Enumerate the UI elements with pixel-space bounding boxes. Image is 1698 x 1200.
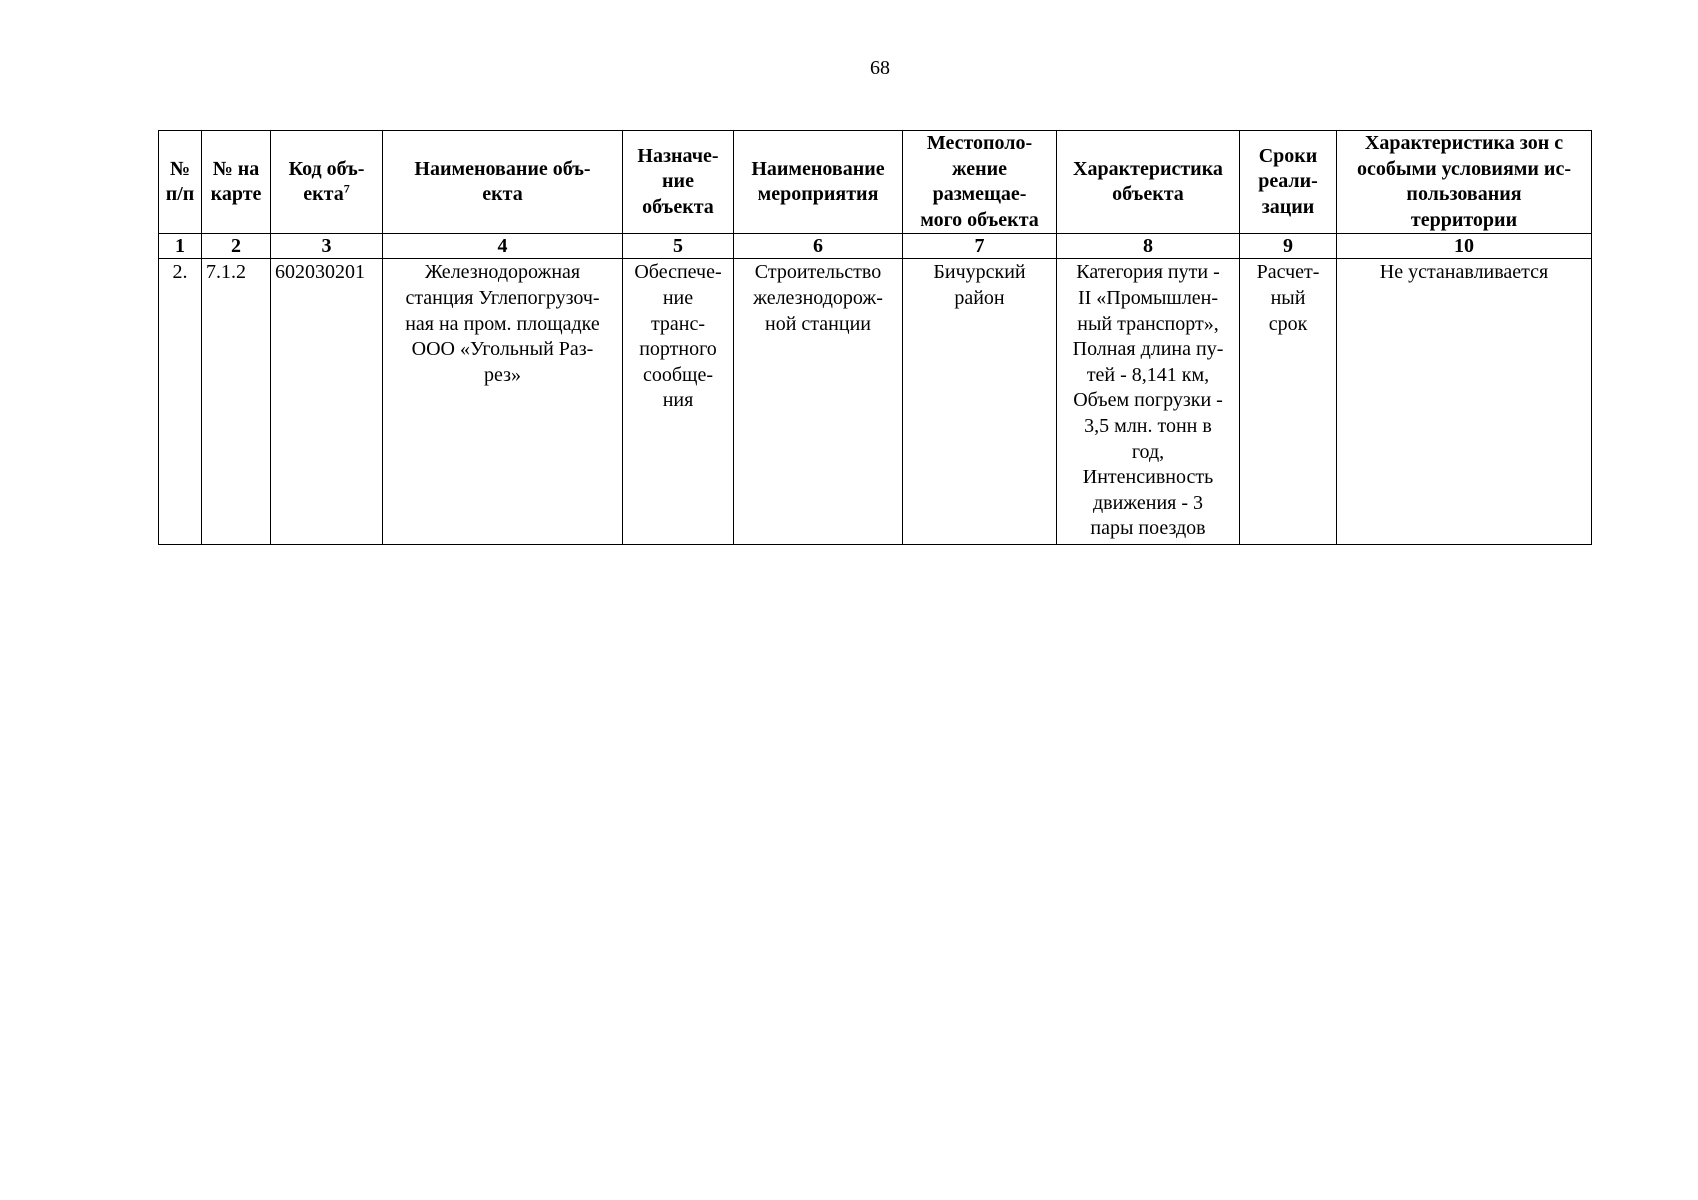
column-number: 5	[623, 234, 734, 259]
header-implementation-term: Сроки реали- зации	[1240, 131, 1337, 234]
header-map-number: № на карте	[202, 131, 271, 234]
header-object-name: Наименование объ- екта	[383, 131, 623, 234]
cell-object-characteristics: Категория пути - II «Промышлен- ный транспорт», Полная длина пу- тей - 8,141 км, Объем погрузки - 3,5 млн. тонн в год, Интенсивность движения - 3 пары поездов	[1057, 259, 1240, 545]
header-object-location: Местополо- жение размещае- мого объекта	[903, 131, 1057, 234]
cell-object-location: Бичурский район	[903, 259, 1057, 545]
page-number: 68	[870, 57, 890, 79]
cell-map-number: 7.1.2	[202, 259, 271, 545]
header-measure-name: Наименование мероприятия	[734, 131, 903, 234]
table-header-row	[159, 131, 1592, 234]
header-object-code	[271, 131, 383, 234]
cell-measure-name: Строительство железнодорож- ной станции	[734, 259, 903, 545]
header-object-code-text: Код объ- екта	[288, 157, 365, 206]
column-numbers-row	[159, 234, 1592, 259]
cell-row-number: 2.	[159, 259, 202, 545]
column-number: 9	[1240, 234, 1337, 259]
column-number: 2	[202, 234, 271, 259]
column-number: 3	[271, 234, 383, 259]
header-row-number: № п/п	[159, 131, 202, 234]
cell-object-purpose: Обеспече- ние транс- портного сообще- ния	[623, 259, 734, 545]
table-row	[159, 259, 1592, 545]
column-number: 1	[159, 234, 202, 259]
column-number: 8	[1057, 234, 1240, 259]
column-number: 4	[383, 234, 623, 259]
column-number: 6	[734, 234, 903, 259]
header-object-characteristics: Характеристика объекта	[1057, 131, 1240, 234]
header-footnote-mark: 7	[343, 181, 350, 196]
cell-implementation-term: Расчет- ный срок	[1240, 259, 1337, 545]
cell-object-code: 602030201	[271, 259, 383, 545]
header-special-zones: Характеристика зон с особыми условиями ис- пользования территории	[1337, 131, 1592, 234]
header-object-purpose: Назначе- ние объекта	[623, 131, 734, 234]
objects-table	[158, 130, 1592, 545]
column-number: 7	[903, 234, 1057, 259]
column-number: 10	[1337, 234, 1592, 259]
cell-special-zones: Не устанавливается	[1337, 259, 1592, 545]
cell-object-name: Железнодорожная станция Углепогрузоч- ная на пром. площадке ООО «Угольный Раз- рез»	[383, 259, 623, 545]
